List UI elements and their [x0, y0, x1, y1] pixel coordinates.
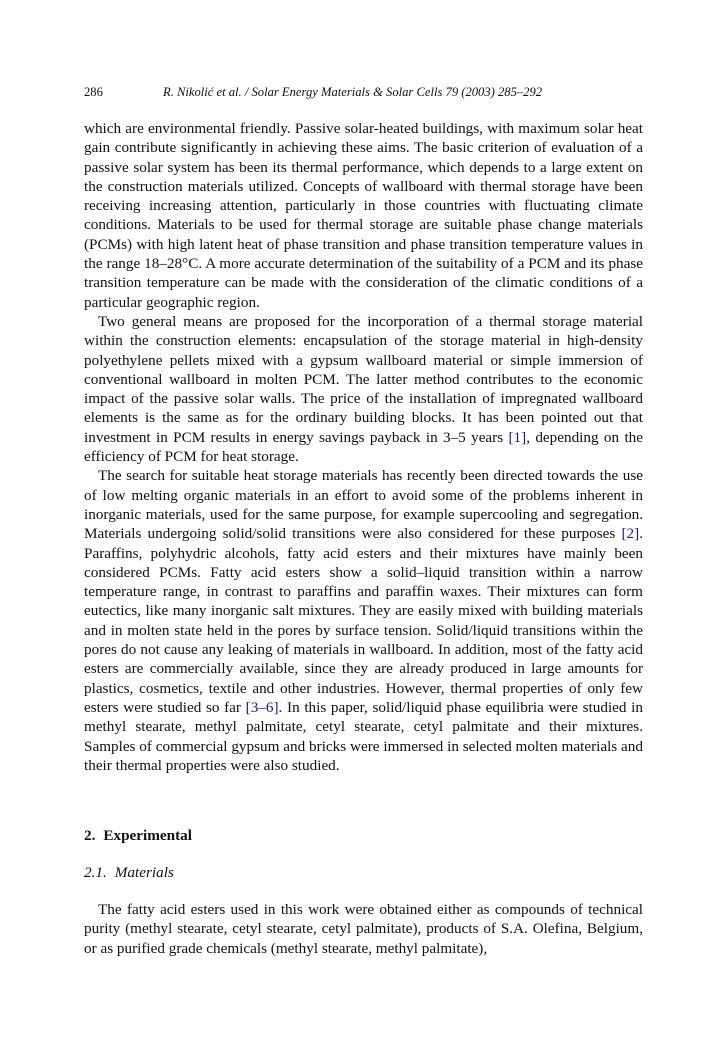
- paragraph: [84, 312, 643, 466]
- section-title: Experimental: [103, 827, 192, 844]
- journal-reference: R. Nikolić et al. / Solar Energy Materials & Solar Cells 79 (2003) 285–292: [163, 85, 543, 99]
- paragraph-text: The search for suitable heat storage materials has recently been directed towards the use of low melting organic materials in an effort to avoid some of the problems inherent in inorganic materials, used for the same purpose, for example supercooling and segregation. Materials undergoing solid/solid transitions were also considered for these purposes: [84, 467, 643, 543]
- paragraph: [84, 119, 643, 312]
- section-heading: [84, 826, 192, 845]
- citation-link[interactable]: [3–6]: [245, 698, 279, 716]
- paragraph-text: . In this paper, solid/liquid phase equilibria were studied in methyl stearate, methyl palmitate, cetyl stearate, cetyl palmitate and their mixtures. Samples of commercial gypsum and bricks were immersed in selected molten materials and their thermal properties were also studied.: [84, 698, 643, 774]
- paragraph: The fatty acid esters used in this work were obtained either as compounds of technical purity (methyl stearate, cetyl stearate, cetyl palmitate), products of S.A. Olefina, Belgium, or as purified grade chemicals (methyl stearate, methyl palmitate),: [84, 901, 643, 957]
- section-number: 2.: [84, 827, 96, 844]
- citation-link[interactable]: [2]: [621, 525, 640, 543]
- paragraph-text: , depending on the efficiency of PCM for heat storage.: [84, 428, 643, 466]
- paragraph-text: . Paraffins, polyhydric alcohols, fatty acid esters and their mixtures have mainly been considered PCMs. Fatty acid esters show a solid–liquid transition within a narrow temperature range, in contrast to paraffins and paraffin waxes. Their mixtures can form eutectics, like many inorganic salt mixtures. They are easily mixed with building materials and in molten state held in the pores by surface tension. Solid/liquid transitions within the pores do not cause any leaking of materials in wallboard. In addition, most of the fatty acid esters are commercially available, since they are already produced in large amounts for plastics, cosmetics, textile and other industries. However, thermal properties of only few esters were studied so far: [84, 525, 643, 716]
- paragraph-text: which are environmental friendly. Passive solar-heated buildings, with maximum solar heat gain contribute significantly in achieving these aims. The basic criterion of evaluation of a passive solar system has been its thermal performance, which depends to a large extent on the construction materials utilized. Concepts of wallboard with thermal storage have been receiving increasing attention, particularly in those countries with fluctuating climate conditions. Materials to be used for thermal storage are suitable phase change materials (PCMs) with high latent heat of phase transition and phase transition temperature values in the range 18–28°C. A more accurate determination of the suitability of a PCM and its phase transition temperature can be made with the consideration of the climatic conditions of a particular geographic region.: [84, 120, 643, 311]
- paragraph: [84, 466, 643, 775]
- paragraph-text: Two general means are proposed for the incorporation of a thermal storage material within the construction elements: encapsulation of the storage material in high-density polyethylene pellets mixed with a gypsum wallboard material or simple immersion of conventional wallboard in molten PCM. The latter method contributes to the economic impact of the passive solar walls. The price of the installation of impregnated wallboard elements is the same as for the ordinary building blocks. It has been pointed out that investment in PCM results in energy savings payback in 3–5 years: [84, 312, 643, 446]
- subsection-number: 2.1.: [84, 864, 107, 881]
- page-number: 286: [84, 85, 103, 99]
- materials-section-text: [84, 900, 643, 958]
- body-text: [84, 119, 643, 775]
- subsection-title: Materials: [114, 864, 174, 881]
- subsection-heading: [84, 863, 174, 882]
- citation-link[interactable]: [1]: [508, 428, 527, 446]
